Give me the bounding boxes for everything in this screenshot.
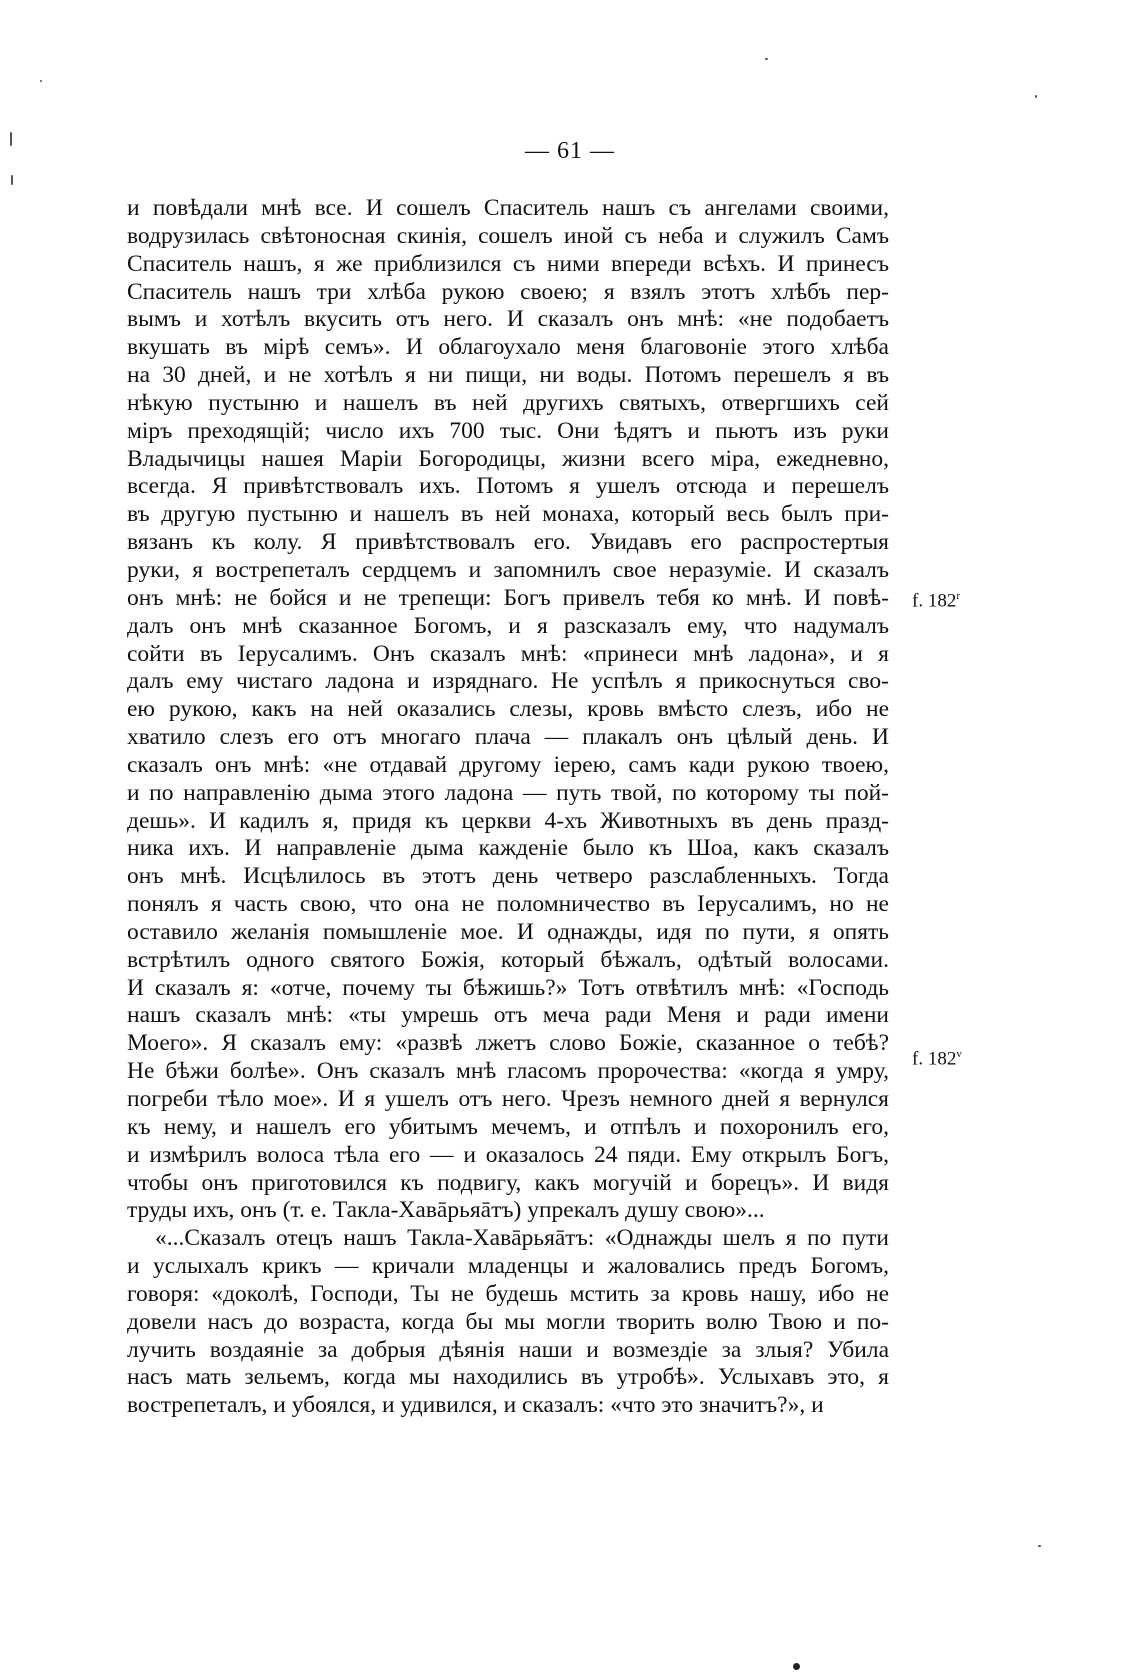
text-line: въ другую пустыню и нашелъ въ ней монаха, который весь былъ при-	[127, 501, 889, 528]
text-line: ею рукою, какъ на ней оказались слезы, кровь вмѣсто слезъ, ибо не	[127, 696, 889, 723]
text-line: лучить воздаяніе за добрыя дѣянія наши и возмездіе за злыя? Убила	[127, 1336, 889, 1363]
text-line: далъ онъ мнѣ сказанное Богомъ, и я разсказалъ ему, что надумалъ	[127, 612, 889, 639]
text-line: водрузилась свѣтоносная скинія, сошелъ иной съ неба и служилъ Самъ	[127, 222, 889, 249]
scan-speck	[10, 132, 12, 146]
scan-speck	[11, 175, 13, 185]
text-line: на 30 дней, и не хотѣлъ я ни пищи, ни воды. Потомъ перешелъ я въ	[127, 362, 889, 389]
text-line: труды ихъ, онъ (т. е. Такла-Хавāрьяāтъ) упрекалъ душу свою»...	[127, 1197, 765, 1224]
text-line: насъ мать зельемъ, когда мы находились въ утробѣ». Услыхавъ это, я	[127, 1364, 889, 1391]
text-line: чтобы онъ приготовился къ подвигу, какъ могучій и борецъ». И видя	[127, 1169, 889, 1196]
scan-speck	[793, 1663, 800, 1670]
text-line: и по направленію дыма этого ладона — путь твой, по которому ты пой-	[127, 779, 889, 806]
body-text	[127, 195, 889, 1420]
scan-speck	[1035, 95, 1037, 98]
text-line: сказалъ онъ мнѣ: «не отдавай другому іерею, самъ кади рукою твоею,	[127, 751, 889, 778]
margin-folio-note	[912, 1048, 962, 1070]
text-line: довели насъ до возраста, когда бы мы могли творить волю Твою и по-	[127, 1308, 889, 1335]
text-line: и повѣдали мнѣ все. И сошелъ Спаситель нашъ съ ангелами своими,	[127, 195, 889, 221]
text-line: міръ преходящій; число ихъ 700 тыс. Они ѣдятъ и пьютъ изъ руки	[127, 417, 889, 444]
text-line: Спаситель нашъ три хлѣба рукою своею; я взялъ этотъ хлѣбъ пер-	[127, 278, 889, 305]
text-line: говоря: «доколѣ, Господи, Ты не будешь мстить за кровь нашу, ибо не	[127, 1280, 889, 1307]
scan-speck	[40, 80, 42, 82]
text-line: И сказалъ я: «отче, почему ты бѣжишь?» Тотъ отвѣтилъ мнѣ: «Господь	[127, 974, 889, 1001]
text-line: далъ ему чистаго ладона и изряднаго. Не успѣлъ я прикоснуться сво-	[127, 668, 889, 695]
text-line: нашъ сказалъ мнѣ: «ты умрешь отъ меча ради Меня и ради имени	[127, 1002, 889, 1029]
text-line: встрѣтилъ одного святого Божія, который бѣжалъ, одѣтый волосами.	[127, 946, 889, 973]
text-line: оставило желанія помышленіе мое. И однажды, идя по пути, я опять	[127, 918, 889, 945]
text-line: понялъ я часть свою, что она не поломничество въ Іерусалимъ, но не	[127, 891, 889, 918]
folio-side: v	[956, 1048, 962, 1060]
text-line: и измѣрилъ волоса тѣла его — и оказалось 24 пяди. Ему открылъ Богъ,	[127, 1141, 889, 1168]
text-line: нѣкую пустыню и нашелъ въ ней другихъ святыхъ, отвергшихъ сей	[127, 389, 889, 416]
margin-folio-note	[912, 590, 960, 612]
text-line: вострепеталъ, и убоялся, и удивился, и сказалъ: «что это значитъ?», и	[127, 1392, 824, 1419]
text-line: вкушать въ мірѣ семъ». И облагоухало меня благовоніе этого хлѣба	[127, 334, 889, 361]
text-line: къ нему, и нашелъ его убитымъ мечемъ, и отпѣлъ и похоронилъ его,	[127, 1113, 889, 1140]
text-line: вымъ и хотѣлъ вкусить отъ него. И сказалъ онъ мнѣ: «не подобаетъ	[127, 306, 889, 333]
folio-ref: f. 182	[912, 590, 957, 612]
text-line: руки, я вострепеталъ сердцемъ и запомнилъ свое неразуміе. И сказалъ	[127, 556, 889, 583]
text-line: хватило слезъ его отъ многаго плача — плакалъ онъ цѣлый день. И	[127, 724, 889, 751]
text-line: ника ихъ. И направленіе дыма кажденіе было къ Шоа, какъ сказалъ	[127, 835, 889, 862]
text-line: онъ мнѣ. Исцѣлилось въ этотъ день четверо разслабленныхъ. Тогда	[127, 863, 889, 890]
text-line: Моего». Я сказалъ ему: «развѣ лжетъ слово Божіе, сказанное о тебѣ?	[127, 1030, 889, 1057]
text-line: сойти въ Іерусалимъ. Онъ сказалъ мнѣ: «принеси мнѣ ладона», и я	[127, 640, 889, 667]
scan-speck	[1038, 1545, 1041, 1547]
page-number: — 61 —	[525, 138, 615, 164]
text-line: Спаситель нашъ, я же приблизился съ ними впереди всѣхъ. И принесъ	[127, 250, 889, 277]
text-line: всегда. Я привѣтствовалъ ихъ. Потомъ я ушелъ отсюда и перешелъ	[127, 473, 889, 500]
text-line: онъ мнѣ: не бойся и не трепещи: Богъ привелъ тебя ко мнѣ. И повѣ-	[127, 584, 889, 611]
text-line: «...Сказалъ отецъ нашъ Такла-Хавāрьяāтъ: «Однажды шелъ я по пути	[155, 1225, 889, 1252]
scan-speck	[765, 58, 768, 60]
text-line: погреби тѣло мое». И я ушелъ отъ него. Чрезъ немного дней я вернулся	[127, 1086, 889, 1112]
text-line: и услыхалъ крикъ — кричали младенцы и жаловались предъ Богомъ,	[127, 1253, 889, 1280]
text-line: Не бѣжи болѣе». Онъ сказалъ мнѣ гласомъ пророчества: «когда я умру,	[127, 1058, 889, 1085]
text-line: дешь». И кадилъ я, придя къ церкви 4-хъ Животныхъ въ день празд-	[127, 807, 889, 834]
folio-ref: f. 182	[912, 1048, 957, 1070]
folio-side: r	[956, 590, 960, 602]
text-line: Владычицы нашея Маріи Богородицы, жизни всего міра, ежедневно,	[127, 445, 889, 472]
text-line: вязанъ къ колу. Я привѣтствовалъ его. Увидавъ его распростертыя	[127, 529, 889, 556]
